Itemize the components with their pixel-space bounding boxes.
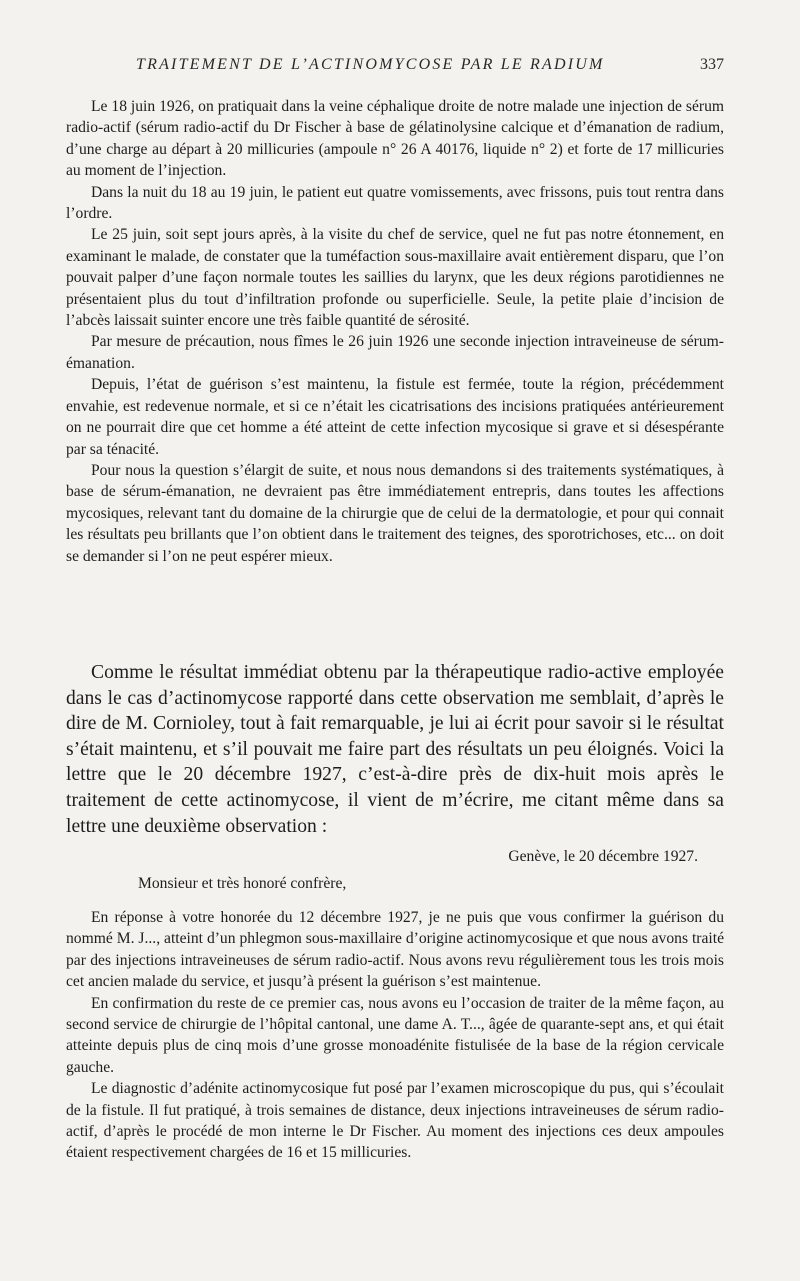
letter-paragraph: En confirmation du reste de ce premier cas, nous avons eu l’occasion de traiter de la même façon, au second service de chirurgie de l’hôpital cantonal, une dame A. T..., âgée de quarante-sept ans, et qui était atteinte depuis plus de cinq mois d’une grosse monoadénite fistulisée de la base de la région cervicale gauche. bbox=[66, 994, 724, 1076]
letter-dateline: Genève, le 20 décembre 1927. bbox=[508, 848, 698, 865]
letter-paragraph: En réponse à votre honorée du 12 décembre 1927, je ne puis que vous confirmer la guérison du nommé M. J..., atteint d’un phlegmon sous-maxillaire d’origine actinomycosique et que nous avons traité par des injections intraveineuses de sérum radio-actif. Nous avons revu régulièrement tous les trois mois cet ancien malade du service, et jusqu’à présent la guérison s’est maintenue. bbox=[66, 909, 724, 991]
paragraph: Pour nous la question s’élargit de suite, et nous nous demandons si des traitements systématiques, à base de sérum-émanation, ne devraient pas être immédiatement entrepris, dans toutes les affections mycosiques, relevant tant du domaine de la chirurgie que de celui de la dermatologie, et pour qui connait les résultats peu brillants que l’on obtient dans le traitement des teignes, des sporotrichoses, etc... on doit se demander si l’on ne peut espérer mieux. bbox=[66, 461, 724, 565]
paragraph-large: Comme le résultat immédiat obtenu par la thérapeutique radio-active employée dans le cas d’actinomycose rapporté dans cette observation me semblait, d’après le dire de M. Cornioley, tout à fait remarquable, je lui ai écrit pour savoir si le résultat s’était maintenu, et s’il pouvait me faire part des résultats un peu éloignés. Voici la lettre que le 20 décembre 1927, c’est-à-dire près de dix-huit mois après le traitement de cette actinomycose, il vient de m’écrire, me citant même dans sa lettre une deuxième observation : bbox=[66, 662, 724, 837]
letter-body bbox=[66, 907, 724, 1164]
paragraph: Le 25 juin, soit sept jours après, à la visite du chef de service, quel ne fut pas notre étonnement, en examinant le malade, de constater que la tuméfaction sous-maxillaire avait entièrement disparu, que l’on pouvait palper d’une façon normale toutes les saillies du larynx, que les deux régions parotidiennes ne présentaient plus du tout d’infiltration profonde ou superficielle. Seule, la petite plaie d’incision de l’abcès laissait suinter encore une très faible quantité de sérosité. bbox=[66, 226, 724, 330]
letter-paragraph: Le diagnostic d’adénite actinomycosique fut posé par l’examen microscopique du pus, qui s’écoulait de la fistule. Il fut pratiqué, à trois semaines de distance, deux injections intraveineuses de sérum radio-actif, d’après le procédé de mon interne le Dr Fischer. Au moment des injections ces deux ampoules étaient respectivement chargées de 16 et 15 millicuries. bbox=[66, 1080, 724, 1162]
running-title: TRAITEMENT DE L’ACTINOMYCOSE PAR LE RADIUM bbox=[136, 56, 605, 73]
observation-text bbox=[66, 96, 724, 567]
letter-salutation: Monsieur et très honoré confrère, bbox=[138, 875, 347, 892]
author-commentary bbox=[66, 660, 724, 839]
paragraph: Le 18 juin 1926, on pratiquait dans la veine céphalique droite de notre malade une injection de sérum radio-actif (sérum radio-actif du Dr Fischer à base de gélatinolysine calcique et d’émanation de radium, d’une charge au départ à 20 millicuries (ampoule n° 26 A 40176, liquide n° 2) et forte de 17 millicuries au moment de l’injection. bbox=[66, 98, 724, 180]
running-head bbox=[88, 56, 724, 80]
page-number: 337 bbox=[700, 56, 724, 73]
paragraph: Depuis, l’état de guérison s’est maintenu, la fistule est fermée, toute la région, précédemment envahie, est redevenue normale, et si ce n’était les cicatrisations des incisions pratiquées antérieurement on ne pourrait dire que cet homme a été atteint de cette infection mycosique si grave et si désespérante par sa ténacité. bbox=[66, 376, 724, 458]
paragraph: Dans la nuit du 18 au 19 juin, le patient eut quatre vomissements, avec frissons, puis tout rentra dans l’ordre. bbox=[66, 183, 724, 223]
paragraph: Par mesure de précaution, nous fîmes le 26 juin 1926 une seconde injection intraveineuse de sérum-émanation. bbox=[66, 333, 724, 372]
